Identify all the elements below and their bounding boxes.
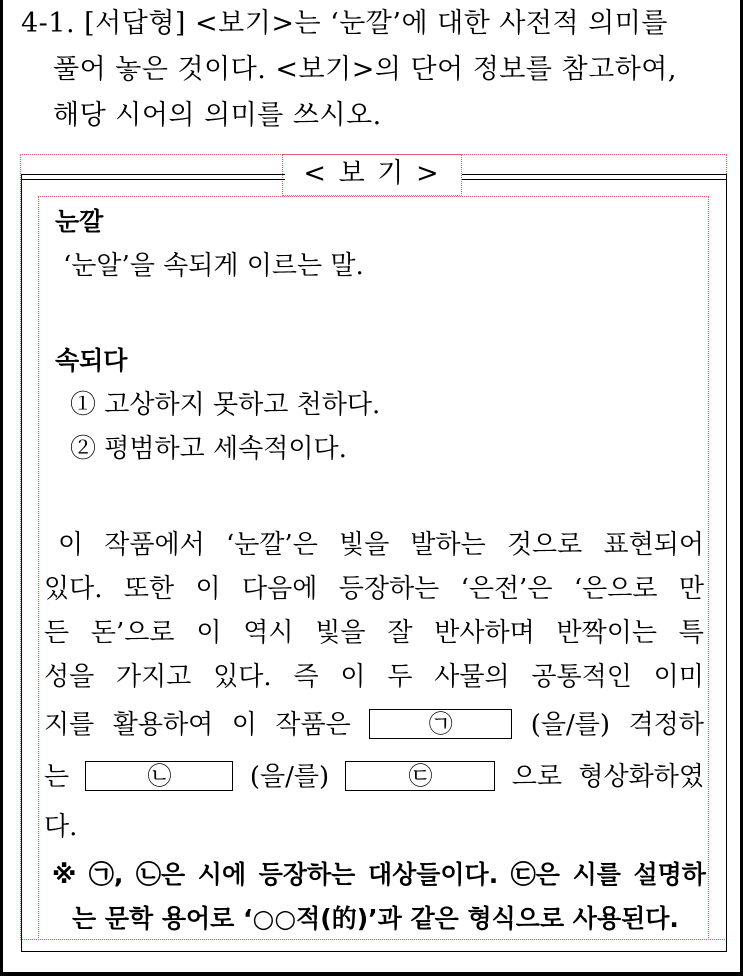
paragraph-line-2: 있다. 또한 이 다음에 등장하는 ‘은전’은 ‘은으로 만 xyxy=(44,574,704,604)
bogi-title: < 보 기 > xyxy=(303,158,441,189)
bogi-box-bottom-border xyxy=(21,951,727,952)
paragraph-line-6: 는 ㉡ (을/를) ㉢ 으로 형상화하였 xyxy=(44,762,704,792)
question-line-1: 4-1. [서답형] <보기>는 ‘눈깔’에 대한 사전적 의미를 xyxy=(21,8,668,39)
paragraph-line-4: 성을 가지고 있다. 즉 이 두 사물의 공통적인 이미 xyxy=(44,662,704,692)
sense-2: ② 평범하고 세속적이다. xyxy=(70,434,347,464)
note-line-2: 는 문학 용어로 ‘○○적(的)’과 같은 형식으로 사용된다. xyxy=(72,904,679,933)
bogi-box-top-rule-right xyxy=(462,174,727,175)
paragraph-line-3: 든 돈’으로 이 역시 빛을 잘 반사하며 반짝이는 특 xyxy=(44,618,704,648)
definition-nunkkal: ‘눈알’을 속되게 이르는 말. xyxy=(63,251,364,281)
paragraph-line-7: 다. xyxy=(44,812,78,842)
blank-c[interactable]: ㉢ xyxy=(345,761,495,791)
blank-b[interactable]: ㉡ xyxy=(85,761,233,791)
headword-sokdoeda: 속되다 xyxy=(55,346,128,375)
frame-border-left xyxy=(0,0,3,976)
bogi-box-top-rule-left xyxy=(21,174,285,175)
question-line-3: 해당 시어의 의미를 쓰시오. xyxy=(53,100,382,131)
bogi-box-top-rule-left-inner xyxy=(21,179,285,180)
sense-1: ① 고상하지 못하고 천하다. xyxy=(70,390,381,420)
bogi-box-right-border xyxy=(726,174,727,952)
blank-a[interactable]: ㉠ xyxy=(369,709,512,739)
bogi-box-top-rule-right-inner xyxy=(462,179,727,180)
headword-nunkkal: 눈깔 xyxy=(55,207,104,236)
question-line-2: 풀어 놓은 것이다. <보기>의 단어 정보를 참고하여, xyxy=(53,54,677,85)
bogi-box-left-border xyxy=(21,174,22,952)
note-line-1: ※ ㉠, ㉡은 시에 등장하는 대상들이다. ㉢은 시를 설명하 xyxy=(52,860,706,889)
frame-border-bottom xyxy=(0,972,743,976)
paragraph-line-1: 이 작품에서 ‘눈깔’은 빛을 발하는 것으로 표현되어 xyxy=(58,530,704,560)
guide-outline-inner xyxy=(38,196,709,940)
paragraph-line-5: 지를 활용하여 이 작품은 ㉠ (을/를) 격정하 xyxy=(44,710,704,740)
